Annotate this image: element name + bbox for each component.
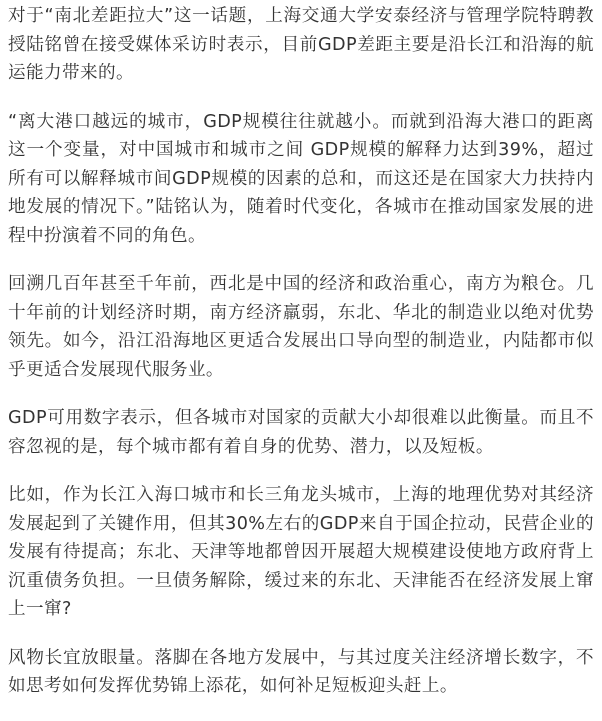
paragraph-5: 比如，作为长江入海口城市和长三角龙头城市，上海的地理优势对其经济发展起到了关键作用，但其30%左右的GDP来自于国企拉动，民营企业的发展有待提高；东北、天津等地都曾因开展超大规模建设使地方政府背上沉重债务负担。一旦债务解除，缓过来的东北、天津能否在经济发展上窜上一窜? bbox=[8, 485, 594, 619]
paragraph-6: 风物长宜放眼量。落脚在各地方发展中，与其过度关注经济增长数字，不如思考如何发挥优势锦上添花，如何补足短板迎头赶上。 bbox=[8, 647, 594, 696]
paragraph-4: GDP可用数字表示，但各城市对国家的贡献大小却很难以此衡量。而且不容忽视的是，每个城市都有着自身的优势、潜力，以及短板。 bbox=[8, 408, 594, 457]
paragraph-3: 回溯几百年甚至千年前，西北是中国的经济和政治重心，南方为粮仓。几十年前的计划经济时期，南方经济羸弱，东北、华北的制造业以绝对优势领先。如今，沿江沿海地区更适合发展出口导向型的制造业，内陆都市似乎更适合发展现代服务业。 bbox=[8, 274, 594, 380]
paragraph-1: 对于“南北差距拉大”这一话题，上海交通大学安泰经济与管理学院特聘教授陆铭曾在接受媒体采访时表示，目前GDP差距主要是沿长江和沿海的航运能力带来的。 bbox=[8, 6, 594, 83]
paragraph-2: “离大港口越远的城市，GDP规模往往就越小。而就到沿海大港口的距离这一个变量，对中国城市和城市之间 GDP规模的解释力达到39%，超过所有可以解释城市间GDP规模的因素的总和，而这还是在国家大力扶持内地发展的情况下。”陆铭认为，随着时代变化，各城市在推动国家发展的进程中扮演着不同的角色。 bbox=[8, 111, 594, 246]
article-body bbox=[0, 2, 602, 721]
